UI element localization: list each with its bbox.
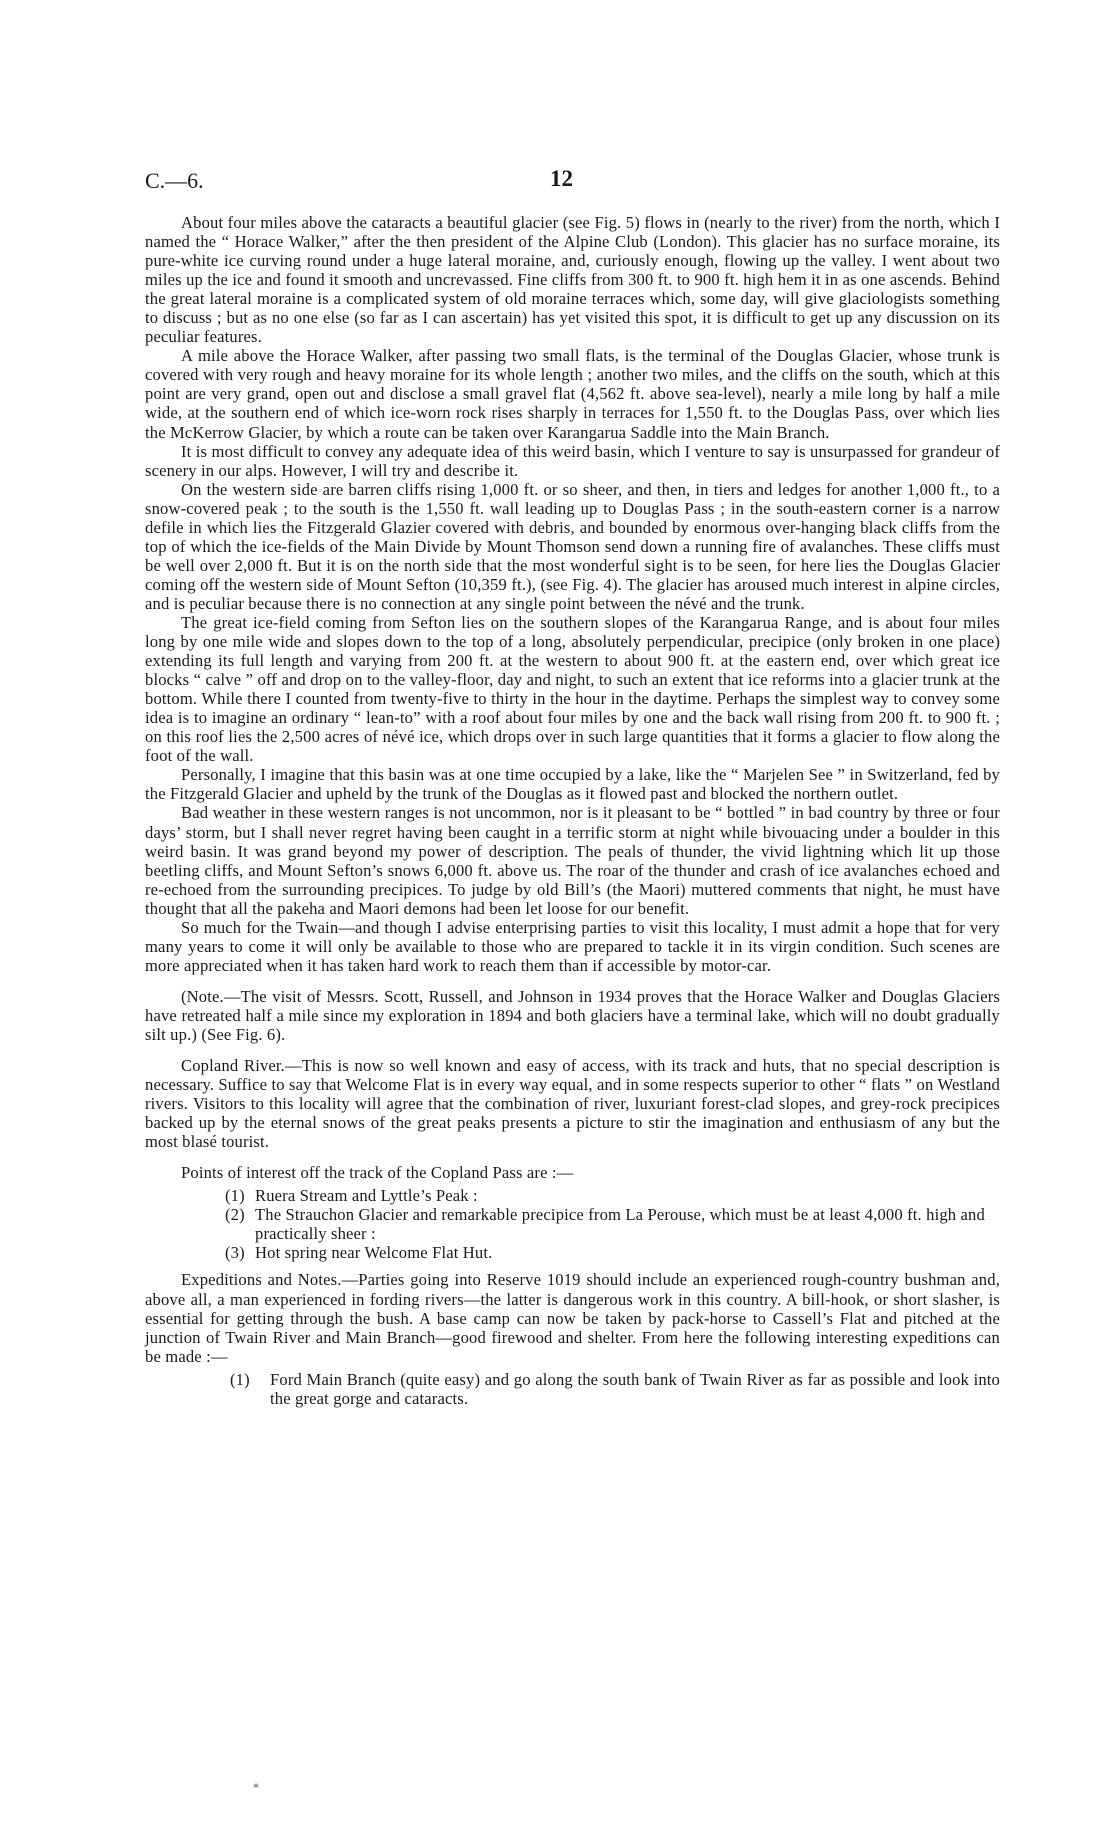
list-number: (3) bbox=[225, 1243, 245, 1263]
paragraph-twain-summary: So much for the Twain—and though I advise enterprising parties to visit this locality, I must admit a hope that for very many years to come it will only be available to those who are prepared to tackle it in its virgin condition. Such scenes are more appreciated when it has taken hard work to reach them than if accessible by motor-car. bbox=[145, 917, 1000, 975]
list-text: Ford Main Branch (quite easy) and go along the south bank of Twain River as far as possible and look into the great gorge and cataracts. bbox=[270, 1369, 1000, 1408]
list-text: The Strauchon Glacier and remarkable precipice from La Perouse, which must be at least 4,000 ft. high and practically sheer : bbox=[255, 1205, 985, 1244]
list-item bbox=[225, 1243, 1000, 1262]
paragraph-points-intro: Points of interest off the track of the Copland Pass are :— bbox=[181, 1163, 574, 1183]
paragraph-western-side: On the western side are barren cliffs rising 1,000 ft. or so sheer, and then, in tiers and ledges for another 1,000 ft., to a snow-covered peak ; to the south is the 1,550 ft. wall leading up to Douglas Pass ; in the south-eastern corner is a narrow defile in which lies the Fitzgerald Glazier covered with debris, and bounded by enormous over-hanging black cliffs from the top of which the ice-fields of the Main Divide by Mount Thomson send down a running fire of avalanches. These cliffs must be well over 2,000 ft. But it is on the north side that the most wonderful sight is to be seen, for here lies the Douglas Glacier coming off the western side of Mount Sefton (10,359 ft.), (see Fig. 4). The glacier has aroused much interest in alpine circles, and is peculiar because there is no connection at any single point between the névé and the trunk. bbox=[145, 479, 1000, 613]
list-item bbox=[230, 1370, 1000, 1408]
paragraph-ice-field: The great ice-field coming from Sefton lies on the southern slopes of the Karangarua Range, and is about four miles long by one mile wide and slopes down to the top of a long, absolutely perpendicular, precipice (only broken in one place) extending its full length and varying from 200 ft. at the western to about 900 ft. at the eastern end, over which great ice blocks “ calve ” off and drop on to the valley-floor, day and night, to such an extent that ice reforms into a glacier trunk at the bottom. While there I counted from twenty-five to thirty in the hour in the daytime. Perhaps the simplest way to convey some idea is to imagine an ordinary “ lean-to” with a roof about four miles by one and the back wall rising from 200 ft. to 900 ft. ; on this roof lies the 2,500 acres of névé ice, which drops over in such large quantities that it forms a glacier to flow along the foot of the wall. bbox=[145, 612, 1000, 766]
paragraph-horace-walker: About four miles above the cataracts a beautiful glacier (see Fig. 5) flows in (nearly to the river) from the north, which I named the “ Horace Walker,” after the then president of the Alpine Club (London). This glacier has no surface moraine, its pure-white ice curving round under a huge lateral moraine, and, curiously enough, flowing up the valley. I went about two miles up the ice and found it smooth and uncrevassed. Fine cliffs from 300 ft. to 900 ft. high hem it in as one ascends. Behind the great lateral moraine is a complicated system of old moraine terraces which, some day, will give glaciologists something to discuss ; but as no one else (so far as I can ascertain) has yet visited this spot, it is difficult to get up any discussion on its peculiar features. bbox=[145, 213, 1000, 347]
list-text: Ruera Stream and Lyttle’s Peak : bbox=[255, 1186, 478, 1206]
list-number: (2) bbox=[225, 1205, 245, 1225]
expeditions-list bbox=[145, 1370, 1000, 1408]
paragraph-expeditions: Expeditions and Notes.—Parties going into Reserve 1019 should include an experienced rough-country bushman and, above all, a man experienced in fording rivers—the latter is dangerous work in this country. A bill-hook, or short slasher, is essential for getting through the bush. A base camp can now be taken by pack-horse to Cassell’s Flat and pitched at the junction of Twain River and Main Branch—good firewood and shelter. From here the following interesting expeditions can be made :— bbox=[145, 1270, 1000, 1366]
points-of-interest-list bbox=[145, 1186, 1000, 1262]
body-text bbox=[145, 213, 1000, 1416]
list-item bbox=[225, 1205, 1000, 1243]
page-number: 12 bbox=[550, 166, 573, 191]
paragraph-copland-river: Copland River.—This is now so well known and easy of access, with its track and huts, that no special description is necessary. Suffice to say that Welcome Flat is in every way equal, and in some respects superior to other “ flats ” on Westland rivers. Visitors to this locality will agree that the combination of river, luxuriant forest-clad slopes, and grey-rock precipices backed up by the eternal snows of the great peaks presents a picture to stir the imagination and enthusiasm of any but the most blasé tourist. bbox=[145, 1056, 1000, 1152]
paragraph-douglas-glacier: A mile above the Horace Walker, after passing two small flats, is the terminal of the Douglas Glacier, whose trunk is covered with very rough and heavy moraine for its whole length ; another two miles, and the cliffs on the south, which at this point are very grand, open out and disclose a small gravel flat (4,562 ft. above sea-level), nearly a mile long by half a mile wide, at the southern end of which ice-worn rock rises sharply in terraces for 1,550 ft. to the Douglas Pass, over which lies the McKerrow Glacier, by which a route can be taken over Karangarua Saddle into the Main Branch. bbox=[145, 346, 1000, 442]
paragraph-weird-basin: It is most difficult to convey any adequate idea of this weird basin, which I venture to say is unsurpassed for grandeur of scenery in our alps. However, I will try and describe it. bbox=[145, 441, 1000, 480]
footer-mark: * bbox=[253, 1780, 259, 1794]
list-item bbox=[225, 1186, 1000, 1205]
paragraph-note: (Note.—The visit of Messrs. Scott, Russell, and Johnson in 1934 proves that the Horace Walker and Douglas Glaciers have retreated half a mile since my exploration in 1894 and both glaciers have a terminal lake, which will no doubt gradually silt up.) (See Fig. 6). bbox=[145, 986, 1000, 1044]
list-number: (1) bbox=[225, 1186, 245, 1206]
list-number: (1) bbox=[230, 1369, 250, 1389]
document-reference: C.—6. bbox=[145, 168, 204, 193]
paragraph-bad-weather: Bad weather in these western ranges is not uncommon, nor is it pleasant to be “ bottled ” in bad country by three or four days’ storm, but I shall never regret having been caught in a terrific storm at night while bivouacing under a boulder in this weird basin. It was grand beyond my power of description. The peals of thunder, the vivid lightning which lit up those beetling cliffs, and Mount Sefton’s snows 6,000 ft. above us. The roar of the thunder and crash of ice avalanches echoed and re-echoed from the surrounding precipices. To judge by old Bill’s (the Maori) muttered comments that night, he must have thought that all the pakeha and Maori demons had been let loose for our benefit. bbox=[145, 803, 1000, 918]
paragraph-lake-theory: Personally, I imagine that this basin was at one time occupied by a lake, like the “ Marjelen See ” in Switzerland, fed by the Fitzgerald Glacier and upheld by the trunk of the Douglas as it flowed past and blocked the northern outlet. bbox=[145, 765, 1000, 804]
page-header bbox=[145, 168, 1000, 198]
list-text: Hot spring near Welcome Flat Hut. bbox=[255, 1243, 493, 1263]
